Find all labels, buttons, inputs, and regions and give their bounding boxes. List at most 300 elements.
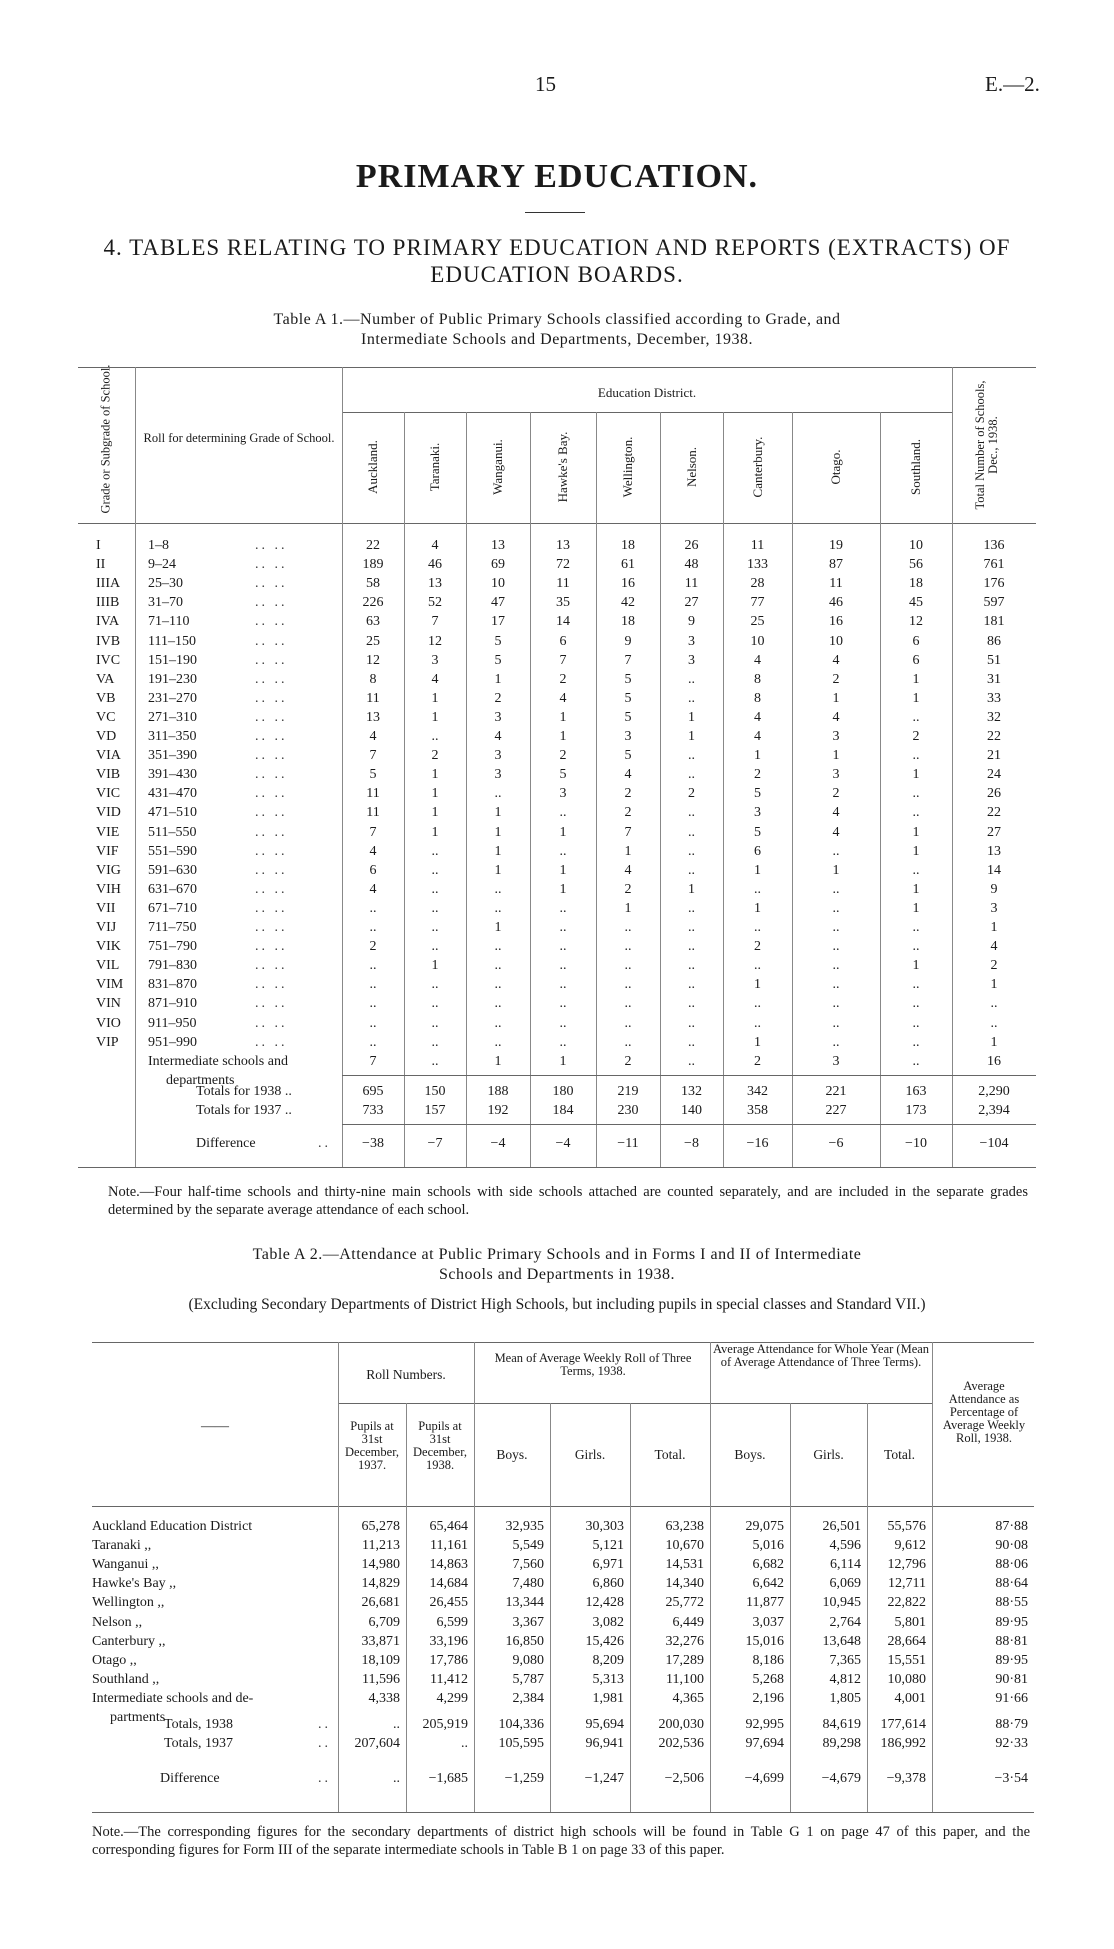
table-cell: 4 xyxy=(559,690,567,706)
table-row-roll: 151–190 xyxy=(148,652,197,668)
table-cell: 88·81 xyxy=(995,1633,1028,1649)
table-row-total: 26 xyxy=(987,786,1001,802)
leader-dots: .. .. xyxy=(255,958,288,974)
table-cell: 184 xyxy=(552,1103,574,1118)
table-cell: .. xyxy=(754,881,761,897)
table-row-total: .. xyxy=(990,1015,998,1031)
table-cell: 4 xyxy=(832,824,840,840)
table-row-grade: VIB xyxy=(96,767,121,783)
leader-dots: .. .. xyxy=(255,1034,288,1050)
table-cell: 2 xyxy=(559,671,567,687)
table-cell: 1 xyxy=(688,709,695,725)
table-row-total: 1 xyxy=(990,920,998,935)
page-title: PRIMARY EDUCATION. xyxy=(355,158,759,195)
table-cell: .. xyxy=(624,996,632,1012)
table-row-grade: VIF xyxy=(96,843,119,859)
table-cell: 11,161 xyxy=(430,1538,468,1554)
table-row-roll: 111–150 xyxy=(148,633,196,649)
table-cell: 6 xyxy=(754,843,761,859)
table-cell: 7 xyxy=(624,652,632,668)
table-cell: .. xyxy=(754,996,761,1012)
table-row-roll: 71–110 xyxy=(148,614,190,630)
table-cell: 15,016 xyxy=(745,1633,784,1649)
district-header-8: Southland. xyxy=(908,439,923,495)
table-cell: 5,549 xyxy=(512,1538,544,1554)
table-cell: .. xyxy=(912,805,920,821)
leader-dots: .. .. xyxy=(255,939,288,955)
table-cell: 5 xyxy=(369,767,377,783)
table-row-grade: VIO xyxy=(96,1015,121,1031)
table-row-grade: IVA xyxy=(96,614,120,630)
table-cell: 1 xyxy=(494,862,502,878)
table-cell: 1 xyxy=(754,748,761,764)
table-cell: 45 xyxy=(909,595,923,611)
table-cell: 5,268 xyxy=(752,1671,784,1687)
table2-caption-line2: Schools and Departments in 1938. xyxy=(439,1266,675,1283)
table-cell: 84,619 xyxy=(822,1717,861,1732)
table-cell: 1 xyxy=(431,709,439,725)
table-cell: 11 xyxy=(366,690,380,706)
table-row-roll: 671–710 xyxy=(148,900,197,916)
table-row-grade: VD xyxy=(96,729,117,744)
table-cell: 205,919 xyxy=(422,1717,468,1732)
table-cell: −38 xyxy=(362,1136,384,1151)
table-cell: 173 xyxy=(905,1103,927,1118)
table-cell: 87 xyxy=(829,557,843,573)
table-cell: 1 xyxy=(912,881,920,897)
leader-dots: .. .. xyxy=(255,1015,288,1031)
table-cell: 2 xyxy=(754,767,761,783)
table-cell: 46 xyxy=(829,595,843,611)
table-cell: 5,313 xyxy=(592,1671,624,1687)
table-row-total: 1 xyxy=(990,1034,998,1050)
table-cell: 4 xyxy=(369,729,377,744)
table-row-total: 86 xyxy=(987,633,1001,649)
table-cell: 1,805 xyxy=(829,1690,861,1706)
leader-dots: .. .. xyxy=(255,729,288,744)
intermediate-label-cont: departments xyxy=(166,1072,235,1088)
table-cell: 32,276 xyxy=(665,1633,704,1649)
table-cell: 7 xyxy=(369,824,377,840)
table-row-label: Auckland Education District xyxy=(92,1519,253,1534)
table-cell: 226 xyxy=(362,595,384,611)
table-cell: 2 xyxy=(369,939,377,955)
table-cell: 3 xyxy=(494,748,502,764)
table-cell: .. xyxy=(431,1053,439,1069)
table-cell: 1 xyxy=(431,958,439,974)
table-cell: .. xyxy=(369,996,377,1012)
table-cell: 33,196 xyxy=(429,1633,468,1649)
table-row-grade: VIC xyxy=(96,786,121,802)
table-cell: .. xyxy=(494,1034,502,1050)
table-cell: .. xyxy=(393,1771,400,1786)
table-cell: −1,685 xyxy=(428,1771,468,1786)
intermediate-label: Intermediate schools and de- xyxy=(92,1690,254,1706)
leader-dots: .. .. xyxy=(255,881,288,897)
district-header-4: Wellington. xyxy=(620,436,635,498)
table-cell: 1 xyxy=(832,862,840,878)
table-row-roll: 831–870 xyxy=(148,977,197,993)
table-cell: 4 xyxy=(832,652,840,668)
table-cell: 3 xyxy=(559,786,567,802)
table-cell: 200,030 xyxy=(658,1717,704,1732)
table-cell: 2,196 xyxy=(752,1690,784,1706)
table-cell: 87·88 xyxy=(995,1519,1028,1534)
table-cell: 8 xyxy=(754,690,761,706)
table-cell: 2 xyxy=(754,939,761,955)
table-cell: 8 xyxy=(369,671,377,687)
table-row-roll: 631–670 xyxy=(148,881,197,897)
table-row-total: 14 xyxy=(987,862,1001,878)
table-row-total: 176 xyxy=(983,576,1005,592)
table-cell: 5 xyxy=(559,767,567,783)
table-cell: 10 xyxy=(491,576,505,592)
table-row-roll: 911–950 xyxy=(148,1015,197,1031)
table-cell: 132 xyxy=(681,1084,702,1099)
leader-dots: .. .. xyxy=(255,843,288,859)
table-cell: 695 xyxy=(362,1084,384,1099)
district-header-5: Nelson. xyxy=(683,446,699,488)
table-cell: 10,945 xyxy=(822,1595,861,1611)
table-cell: 11 xyxy=(366,786,380,802)
table-cell: .. xyxy=(688,977,695,993)
table2-note: Note.—The corresponding figures for the secondary departments of district high schools will be found in Table G 1 on page 47 of this paper, and the corresponding figures for Form III of the separate intermediate schools in Table B 1 on page 33 of this paper. xyxy=(92,1824,1030,1858)
table-cell: 88·06 xyxy=(995,1557,1028,1573)
table-cell: 3 xyxy=(688,633,695,649)
table-cell: −9,378 xyxy=(886,1771,926,1786)
district-header-0: Auckland. xyxy=(365,440,380,494)
table-row-grade: VIN xyxy=(96,996,121,1012)
table-cell: .. xyxy=(431,1034,439,1050)
subcolumn-header: Boys. xyxy=(734,1447,766,1462)
table-cell: 11 xyxy=(750,538,765,553)
table-cell: .. xyxy=(832,1034,840,1050)
table-cell: 9,612 xyxy=(894,1538,926,1554)
table-cell: .. xyxy=(624,1034,632,1050)
leader-dots: .. .. xyxy=(255,652,288,668)
table-cell: 140 xyxy=(681,1103,702,1118)
table-cell: .. xyxy=(688,824,695,840)
table-cell: 16 xyxy=(621,576,635,592)
table-cell: 6,709 xyxy=(368,1614,400,1630)
table-row-total: 27 xyxy=(987,824,1001,840)
table-cell: 10 xyxy=(909,538,923,553)
table-cell: .. xyxy=(559,843,567,859)
table-cell: .. xyxy=(754,1015,761,1031)
table-cell: −4,679 xyxy=(821,1771,861,1786)
table-cell: 27 xyxy=(684,595,699,611)
table-cell: .. xyxy=(431,977,439,993)
table-cell: .. xyxy=(369,958,377,974)
table2-subcaption: (Excluding Secondary Departments of District High Schools, but including pupils in special classes and Standard VII.) xyxy=(188,1296,926,1313)
table-cell: 7 xyxy=(369,1053,377,1069)
table-row-grade: VA xyxy=(96,671,115,687)
leader-dots: .. .. xyxy=(255,576,288,592)
table-cell: 1 xyxy=(832,748,840,764)
table-cell: 7,365 xyxy=(829,1652,861,1668)
table-cell: 1 xyxy=(494,824,502,840)
table-cell: 26,681 xyxy=(361,1595,400,1611)
table-cell: 14 xyxy=(556,614,570,630)
table-row-roll: 511–550 xyxy=(148,824,197,840)
table-cell: 5 xyxy=(624,671,632,687)
table-row-total: 761 xyxy=(983,557,1005,573)
table-cell: 186,992 xyxy=(880,1736,926,1751)
table-row-grade: II xyxy=(96,557,106,573)
table-cell: .. xyxy=(559,805,567,821)
table-row-roll: 31–70 xyxy=(148,595,183,611)
table-cell: .. xyxy=(912,1034,920,1050)
table-cell: 17,786 xyxy=(429,1652,468,1668)
table-cell: 92,995 xyxy=(745,1717,784,1732)
leader-dots: .. .. xyxy=(255,786,288,802)
table-row-grade: VID xyxy=(96,805,121,821)
table-cell: .. xyxy=(431,939,439,955)
table-cell: .. xyxy=(688,862,695,878)
table-cell: 32,935 xyxy=(505,1519,544,1534)
table-cell: 5 xyxy=(754,786,761,802)
table-cell: .. xyxy=(431,1015,439,1031)
roll-column-header: Roll for determining Grade of School. xyxy=(143,431,335,445)
table-cell: −10 xyxy=(905,1136,927,1151)
table-cell: 25 xyxy=(750,614,765,630)
table-cell: 5 xyxy=(624,690,632,706)
totals_1938-total: 2,290 xyxy=(978,1084,1010,1099)
table-cell: .. xyxy=(754,920,761,935)
table-cell: 11 xyxy=(556,576,570,592)
table-row-label: Wanganui ,, xyxy=(92,1557,159,1573)
table-cell: 18 xyxy=(621,538,635,553)
table-cell: 25,772 xyxy=(665,1595,704,1611)
total-column-header: Total Number of Schools, Dec., 1938. xyxy=(973,380,1000,510)
table-cell: .. xyxy=(912,977,920,993)
table-row-total: 22 xyxy=(987,805,1001,821)
table-cell: 2 xyxy=(624,881,632,897)
table-cell: .. xyxy=(688,671,695,687)
pupils-1937-header: Pupils at 31st December, 1937. xyxy=(345,1419,399,1472)
table-cell: 5 xyxy=(754,824,761,840)
table-cell: 1 xyxy=(624,900,632,916)
table-cell: 7 xyxy=(559,652,567,668)
leader-dots: .. .. xyxy=(255,900,288,916)
table-row-roll: 711–750 xyxy=(148,920,197,935)
table-cell: 1 xyxy=(431,805,439,821)
table-cell: 2,764 xyxy=(829,1614,861,1630)
table-cell: 3 xyxy=(624,729,632,744)
table-cell: 6 xyxy=(559,633,567,649)
table-cell: .. xyxy=(559,996,567,1012)
table-cell: 6 xyxy=(369,862,377,878)
table-cell: −2,506 xyxy=(664,1771,704,1786)
totals_1938-label: Totals for 1938 .. xyxy=(196,1084,292,1099)
table-cell: 1 xyxy=(912,824,920,840)
table-cell: 96,941 xyxy=(585,1736,624,1751)
table-cell: .. xyxy=(912,862,920,878)
table-cell: .. xyxy=(431,862,439,878)
subcolumn-header: Girls. xyxy=(813,1447,844,1462)
table-cell: 9,080 xyxy=(512,1652,544,1668)
district-group-header: Education District. xyxy=(597,385,697,400)
table-cell: 90·08 xyxy=(995,1538,1028,1554)
table-row-grade: VC xyxy=(96,709,116,725)
table-row-roll: 551–590 xyxy=(148,843,197,859)
table-cell: 26 xyxy=(684,538,699,553)
leader-dots: .. .. xyxy=(255,595,288,611)
table-cell: .. xyxy=(559,939,567,955)
table-cell: 150 xyxy=(424,1084,446,1099)
table-row-total: 13 xyxy=(987,843,1001,859)
table-cell: 2 xyxy=(494,690,502,706)
table-cell: 3,082 xyxy=(592,1614,624,1630)
table-cell: 63 xyxy=(366,614,380,630)
intermediate-label: Intermediate schools and xyxy=(148,1053,288,1069)
table-cell: 12 xyxy=(428,633,442,649)
table-cell: .. xyxy=(754,958,761,974)
table-cell: 230 xyxy=(617,1103,639,1118)
table-cell: 7 xyxy=(624,824,632,840)
table-cell: 7,480 xyxy=(512,1576,544,1592)
leader-dots: .. .. xyxy=(255,557,288,573)
table-cell: .. xyxy=(688,900,695,916)
table-row-label: Nelson ,, xyxy=(92,1614,143,1630)
table-row-grade: IVB xyxy=(96,633,121,649)
table-cell: 35 xyxy=(556,595,570,611)
table-cell: 3 xyxy=(754,805,761,821)
difference-label: Difference xyxy=(196,1136,256,1151)
table-cell: .. xyxy=(494,900,502,916)
table-cell: 11,877 xyxy=(746,1595,784,1611)
table-row-total: 597 xyxy=(983,595,1005,611)
table-cell: 2 xyxy=(559,748,567,764)
table-row-roll: 25–30 xyxy=(148,576,183,592)
table-cell: 65,464 xyxy=(429,1519,468,1534)
table-cell: .. xyxy=(832,996,840,1012)
table-cell: 25 xyxy=(366,633,380,649)
table-cell: .. xyxy=(832,881,840,897)
table-cell: .. xyxy=(912,1053,920,1069)
table-cell: 5,016 xyxy=(752,1538,784,1554)
table-cell: 88·64 xyxy=(995,1576,1028,1592)
table-cell: 4 xyxy=(754,709,761,725)
table-cell: 61 xyxy=(621,557,635,573)
table-cell: 6,682 xyxy=(752,1557,784,1573)
table-cell: 4 xyxy=(754,729,761,744)
table-cell: 11 xyxy=(366,805,380,821)
table-cell: 5 xyxy=(624,748,632,764)
table-cell: 4,299 xyxy=(436,1690,468,1706)
table-row-roll: 871–910 xyxy=(148,996,197,1012)
table-cell: .. xyxy=(912,996,920,1012)
table-cell: .. xyxy=(369,900,377,916)
table-cell: 4,338 xyxy=(368,1690,400,1706)
table-cell: .. xyxy=(624,920,632,935)
table-cell: 6 xyxy=(912,652,920,668)
table-cell: 1 xyxy=(754,862,761,878)
table-cell: .. xyxy=(461,1736,468,1751)
table-cell: 6,114 xyxy=(830,1557,861,1573)
table-cell: 227 xyxy=(825,1103,847,1118)
table-cell: 3 xyxy=(494,767,502,783)
page-number: 15 xyxy=(535,72,556,96)
table-cell: .. xyxy=(688,1034,695,1050)
table-cell: 188 xyxy=(487,1084,509,1099)
table-cell: .. xyxy=(912,920,920,935)
table-cell: 2,384 xyxy=(512,1690,544,1706)
table-row-label: Wellington ,, xyxy=(92,1595,165,1611)
percentage-header: Average Attendance as Percentage of Average Weekly Roll, 1938. xyxy=(942,1379,1026,1445)
subcolumn-header: Boys. xyxy=(496,1447,528,1462)
table-cell: 2 xyxy=(832,786,840,802)
table-cell: 2 xyxy=(431,748,439,764)
table-row-total: 2 xyxy=(990,958,998,974)
table-cell: 16,850 xyxy=(505,1633,544,1649)
table-cell: 26,455 xyxy=(429,1595,468,1611)
table-cell: .. xyxy=(688,1015,695,1031)
table-cell: 6,599 xyxy=(436,1614,468,1630)
table-cell: 5,787 xyxy=(512,1671,544,1687)
table-cell: 7,560 xyxy=(512,1557,544,1573)
table-row-roll: 751–790 xyxy=(148,939,197,955)
table-cell: −16 xyxy=(746,1136,769,1151)
table-row-total: 21 xyxy=(987,748,1001,764)
table-cell: 3 xyxy=(832,729,840,744)
table-cell: 33,871 xyxy=(361,1633,400,1649)
table-cell: 12 xyxy=(909,614,923,630)
table-cell: .. xyxy=(832,977,840,993)
table-cell: 4 xyxy=(624,767,632,783)
table-cell: −11 xyxy=(617,1136,639,1151)
table-cell: 2 xyxy=(624,786,632,802)
table-cell: 3 xyxy=(431,652,439,668)
table-cell: 13,344 xyxy=(505,1595,544,1611)
table-cell: 63,238 xyxy=(665,1519,704,1534)
leader-dots: .. xyxy=(318,1771,331,1786)
grade-column-header: Grade or Subgrade of School. xyxy=(98,364,113,514)
subcolumn-header: Total. xyxy=(884,1447,915,1462)
table-cell: .. xyxy=(494,1015,502,1031)
table-row-roll: 1–8 xyxy=(148,538,169,553)
table-cell: 1 xyxy=(912,671,920,687)
table2-bottom-rule xyxy=(92,1812,1034,1813)
table-cell: 65,278 xyxy=(361,1519,400,1534)
table-cell: 1 xyxy=(431,690,439,706)
table-cell: .. xyxy=(912,709,920,725)
table-row-roll: 951–990 xyxy=(148,1034,197,1050)
table-cell: 1 xyxy=(431,786,439,802)
district-header-1: Taranaki. xyxy=(427,442,442,492)
table-cell: −4 xyxy=(555,1136,571,1151)
table-cell: 3 xyxy=(832,1053,840,1069)
table-row-total: 136 xyxy=(983,538,1005,553)
table-cell: 1 xyxy=(912,767,920,783)
pupils-1938-header: Pupils at 31st December, 1938. xyxy=(413,1419,467,1472)
table-cell: −8 xyxy=(684,1136,699,1151)
table-cell: .. xyxy=(912,786,920,802)
table-cell: 22 xyxy=(366,538,380,553)
table-cell: 3,037 xyxy=(752,1614,784,1630)
intermediate-total: 16 xyxy=(987,1053,1001,1069)
table-cell: .. xyxy=(431,996,439,1012)
table-cell: 2 xyxy=(624,805,632,821)
district-header-2: Wanganui. xyxy=(490,439,505,495)
table-cell: 5,801 xyxy=(894,1614,926,1630)
table-row-total: 3 xyxy=(990,900,998,916)
leader-dots: .. .. xyxy=(255,748,288,764)
table-cell: 11,412 xyxy=(430,1671,468,1687)
table-cell: .. xyxy=(369,977,377,993)
table-cell: 1 xyxy=(912,900,920,916)
table-row-grade: VB xyxy=(96,690,116,706)
